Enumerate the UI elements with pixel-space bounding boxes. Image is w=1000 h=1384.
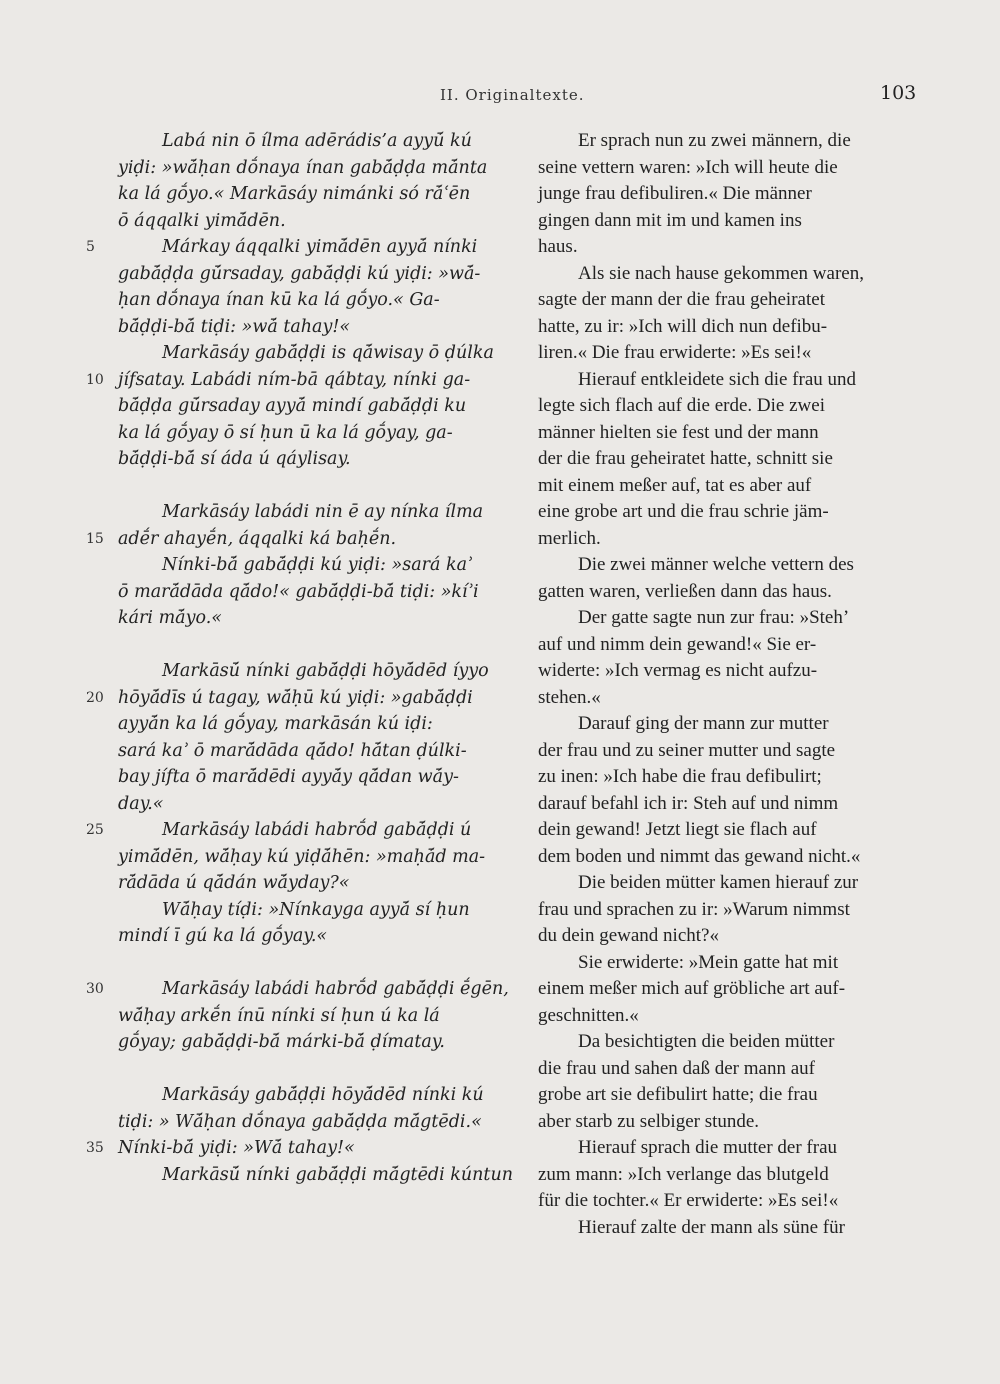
text-line bbox=[76, 738, 506, 765]
line-text: bā́ḍḍi-bā́ sí áda ú qáylisay. bbox=[118, 449, 351, 469]
translation-line bbox=[538, 155, 938, 182]
translation-line bbox=[538, 1082, 938, 1109]
line-text: junge frau defibuliren.« Die männer bbox=[538, 183, 812, 204]
line-text: adḗr ahayḗn, áqqalki ká baḥḗn. bbox=[118, 528, 397, 549]
translation-line bbox=[538, 870, 938, 897]
line-text: gabā́ḍḍa gū́rsaday, gabā́ḍḍi kú yiḍi: »wā́- bbox=[118, 263, 481, 284]
line-text: Markāsū́ nínki gabā́ḍḍi hōyā́dēd íyyo bbox=[162, 661, 489, 681]
text-line bbox=[76, 287, 506, 314]
text-line bbox=[76, 844, 506, 871]
line-text: bā́ḍḍa gū́rsaday ayyā́ mindí gabā́ḍḍi ku bbox=[118, 396, 467, 416]
line-text: ayyā́n ka lá gṓyay, markāsán kú iḍi: bbox=[118, 714, 433, 734]
line-text: yimā́dēn, wā́ḥay kú yiḍā́hēn: »maḥā́d ma- bbox=[118, 846, 486, 867]
translation-line bbox=[538, 950, 938, 977]
line-text: geschnitten.« bbox=[538, 1004, 639, 1026]
translation-line bbox=[538, 817, 938, 844]
text-line bbox=[76, 552, 506, 579]
line-text: day.« bbox=[118, 793, 164, 814]
paragraph-gap bbox=[76, 1056, 506, 1083]
translation-line bbox=[538, 446, 938, 473]
line-text: wā́ḥay arkḗn ínū nínki sí ḥun ú ka lá bbox=[118, 1005, 440, 1026]
line-text: Markāsū́ nínki gabā́ḍḍi mā́gtēdi kúntun bbox=[162, 1164, 514, 1185]
text-line bbox=[76, 764, 506, 791]
translation-line bbox=[538, 1003, 938, 1030]
text-line bbox=[76, 446, 506, 473]
translation-line bbox=[538, 1215, 938, 1242]
text-line bbox=[76, 923, 506, 950]
line-number: 10 bbox=[86, 371, 104, 388]
line-text: aber starb zu selbiger stunde. bbox=[538, 1110, 760, 1132]
somali-text-column bbox=[76, 128, 514, 1188]
text-line bbox=[76, 1162, 514, 1189]
line-text: tiḍi: » Wā́ḥan dṓnaya gabā́ḍḍa mā́gtēdi.« bbox=[118, 1111, 482, 1132]
line-text: Hierauf entkleidete sich die frau und bbox=[578, 368, 857, 390]
translation-line bbox=[538, 844, 938, 871]
text-line bbox=[76, 579, 506, 606]
line-text: Markāsáy gabā́ḍḍi hōyā́dēd nínki kú bbox=[162, 1085, 484, 1105]
line-text: ō marā́dāda qā́do!« gabā́ḍḍi-bā́ tiḍi: »kíʾi bbox=[118, 581, 479, 602]
line-text: grobe art sie defibulirt hatte; die frau bbox=[538, 1084, 818, 1105]
translation-line bbox=[538, 1109, 938, 1136]
line-text: frau und sprachen zu ir: »Warum nimmst bbox=[538, 898, 850, 920]
translation-line bbox=[538, 234, 938, 261]
line-text: ka lá gṓyay ō sí ḥun ū ka lá gṓyay, ga- bbox=[118, 422, 453, 443]
line-text: yiḍi: »wā́ḥan dṓnaya ínan gabā́ḍḍa mā́nta bbox=[118, 157, 488, 178]
translation-line bbox=[538, 1188, 938, 1215]
paragraph-gap bbox=[76, 473, 506, 500]
text-line bbox=[76, 1109, 506, 1136]
text-line bbox=[76, 685, 506, 712]
text-line bbox=[76, 897, 506, 924]
translation-line bbox=[538, 976, 938, 1003]
line-text: der frau und zu seiner mutter und sagte bbox=[538, 739, 836, 761]
line-text: Markāsáy gabā́ḍḍi is qā́wisay ō ḍúlka bbox=[162, 343, 494, 363]
line-text: Hierauf zalte der mann als süne für bbox=[578, 1216, 845, 1238]
text-line bbox=[76, 817, 506, 844]
text-line bbox=[76, 208, 506, 235]
text-line bbox=[76, 367, 506, 394]
line-text: Markāsáy labádi habrṓd gabā́ḍḍi ú bbox=[162, 820, 472, 840]
text-line bbox=[76, 1003, 506, 1030]
line-text: hatte, zu ir: »Ich will dich nun defibu- bbox=[538, 315, 828, 337]
line-text: Sie erwiderte: »Mein gatte hat mit bbox=[578, 951, 839, 973]
translation-line bbox=[538, 181, 938, 208]
translation-line bbox=[538, 1029, 938, 1056]
text-line bbox=[76, 499, 506, 526]
running-head bbox=[0, 82, 1000, 110]
line-text: gingen dann mit im und kamen ins bbox=[538, 209, 802, 231]
line-text: Wā́ḥay tíḍi: »Nínkayga ayyā́ sí ḥun bbox=[162, 899, 470, 920]
line-number: 15 bbox=[86, 530, 104, 547]
translation-line bbox=[538, 526, 938, 553]
text-line bbox=[76, 155, 506, 182]
line-text: eine grobe art und die frau schrie jäm- bbox=[538, 501, 829, 522]
translation-line bbox=[538, 473, 938, 500]
text-line bbox=[76, 791, 506, 818]
line-number: 5 bbox=[86, 239, 95, 255]
line-text: Nínki-bā́ yiḍi: »Wā́ tahay!« bbox=[118, 1138, 355, 1158]
line-text: legte sich flach auf die erde. Die zwei bbox=[538, 395, 825, 416]
text-line bbox=[76, 234, 506, 261]
line-text: jífsatay. Labádi ním-bā qábtay, nínki ga- bbox=[118, 369, 471, 390]
line-text: kári mā́yo.« bbox=[118, 608, 222, 628]
text-line bbox=[76, 605, 506, 632]
line-number: 25 bbox=[86, 822, 104, 838]
line-text: ḥan dṓnaya ínan kū ka lá gṓyo.« Ga- bbox=[118, 290, 440, 310]
text-line bbox=[76, 658, 506, 685]
translation-line bbox=[538, 738, 938, 765]
line-text: du dein gewand nicht?« bbox=[538, 925, 719, 946]
line-text: Nínki-bā́ gabā́ḍḍi kú yiḍi: »sará kaʾ bbox=[162, 555, 473, 575]
german-translation-column bbox=[538, 128, 938, 1241]
line-text: ō áqqalki yimā́dēn. bbox=[118, 210, 286, 231]
translation-line bbox=[538, 367, 938, 394]
translation-line bbox=[538, 393, 938, 420]
line-text: Labá nin ō ílma adērádis’a ayyū́ kú bbox=[162, 131, 472, 151]
translation-line bbox=[538, 208, 938, 235]
translation-line bbox=[538, 314, 938, 341]
translation-line bbox=[538, 579, 938, 606]
line-text: seine vettern waren: »Ich will heute die bbox=[538, 156, 838, 178]
translation-line bbox=[538, 1056, 938, 1083]
line-text: männer hielten sie fest und der mann bbox=[538, 421, 819, 443]
translation-line bbox=[538, 923, 938, 950]
text-line bbox=[76, 340, 506, 367]
text-line bbox=[76, 976, 509, 1003]
line-text: darauf befahl ich ir: Steh auf und nimm bbox=[538, 792, 839, 814]
line-text: Da besichtigten die beiden mütter bbox=[578, 1031, 835, 1052]
line-text: hōyā́dīs ú tagay, wā́ḥū kú yiḍi: »gabā́ḍḍi bbox=[118, 687, 473, 708]
line-text: Die zwei männer welche vettern des bbox=[578, 554, 854, 575]
text-line bbox=[76, 128, 506, 155]
line-text: Darauf ging der mann zur mutter bbox=[578, 713, 829, 734]
line-text: gatten waren, verließen dann das haus. bbox=[538, 580, 832, 602]
text-line bbox=[76, 711, 506, 738]
text-line bbox=[76, 1029, 506, 1056]
line-text: der die frau geheiratet hatte, schnitt sie bbox=[538, 448, 833, 469]
line-number: 30 bbox=[86, 981, 104, 997]
line-text: Der gatte sagte nun zur frau: »Steh’ bbox=[578, 607, 850, 628]
translation-line bbox=[538, 261, 938, 288]
translation-line bbox=[538, 287, 938, 314]
translation-line bbox=[538, 499, 938, 526]
translation-line bbox=[538, 791, 938, 818]
line-text: merlich. bbox=[538, 527, 601, 549]
line-text: gṓyay; gabā́ḍḍi-bā́ márki-bā́ ḍímatay. bbox=[118, 1032, 445, 1052]
text-line bbox=[76, 1082, 506, 1109]
text-line bbox=[76, 870, 506, 897]
line-text: Die beiden mütter kamen hierauf zur bbox=[578, 872, 859, 893]
line-text: bay jífta ō marā́dēdi ayyā́y qā́dan wā́y- bbox=[118, 767, 459, 787]
translation-line bbox=[538, 420, 938, 447]
line-text: die frau und sahen daß der mann auf bbox=[538, 1057, 815, 1079]
text-line bbox=[76, 314, 506, 341]
line-number: 20 bbox=[86, 689, 104, 706]
line-text: mit einem meßer auf, tat es aber auf bbox=[538, 474, 812, 496]
text-line bbox=[76, 526, 506, 553]
line-text: rā́dāda ú qā́dán wā́yday?« bbox=[118, 873, 350, 893]
translation-line bbox=[538, 128, 938, 155]
line-text: auf und nimm dein gewand!« Sie er- bbox=[538, 633, 817, 655]
line-number: 35 bbox=[86, 1140, 104, 1156]
text-line bbox=[76, 393, 506, 420]
translation-line bbox=[538, 711, 938, 738]
translation-line bbox=[538, 685, 938, 712]
line-text: sará kaʾ ō marā́dāda qā́do! hā́tan ḍúlki- bbox=[118, 740, 467, 761]
line-text: stehen.« bbox=[538, 686, 601, 708]
translation-line bbox=[538, 1162, 938, 1189]
page-number: 103 bbox=[880, 82, 917, 104]
translation-line bbox=[538, 1135, 938, 1162]
line-text: Markāsáy labádi nin ē ay nínka ílma bbox=[162, 502, 484, 522]
paragraph-gap bbox=[76, 950, 506, 977]
translation-line bbox=[538, 658, 938, 685]
line-text: Márkay áqqalki yimā́dēn ayyā́ nínki bbox=[162, 237, 478, 257]
text-line bbox=[76, 1135, 506, 1162]
line-text: ka lá gṓyo.« Markāsáy nimánki só rā́ʿēn bbox=[118, 184, 471, 204]
line-text: Als sie nach hause gekommen waren, bbox=[578, 262, 864, 284]
line-text: liren.« Die frau erwiderte: »Es sei!« bbox=[538, 342, 812, 363]
text-line bbox=[76, 181, 506, 208]
paragraph-gap bbox=[76, 632, 506, 659]
line-text: dem boden und nimmt das gewand nicht.« bbox=[538, 845, 861, 867]
line-text: sagte der mann der die frau geheiratet bbox=[538, 289, 825, 310]
translation-line bbox=[538, 340, 938, 367]
line-text: Hierauf sprach die mutter der frau bbox=[578, 1137, 838, 1158]
line-text: Markāsáy labádi habrṓd gabā́ḍḍi ḗgēn, bbox=[162, 979, 509, 999]
line-text: dein gewand! Jetzt liegt sie flach auf bbox=[538, 819, 817, 840]
translation-line bbox=[538, 897, 938, 924]
line-text: bā́ḍḍi-bā́ tiḍi: »wā́ tahay!« bbox=[118, 316, 351, 337]
line-text: Er sprach nun zu zwei männern, die bbox=[578, 130, 851, 151]
line-text: zum mann: »Ich verlange das blutgeld bbox=[538, 1163, 829, 1185]
line-text: für die tochter.« Er erwiderte: »Es sei!« bbox=[538, 1190, 839, 1211]
translation-line bbox=[538, 764, 938, 791]
text-line bbox=[76, 420, 506, 447]
line-text: zu inen: »Ich habe die frau defibulirt; bbox=[538, 766, 822, 787]
line-text: haus. bbox=[538, 236, 578, 257]
translation-line bbox=[538, 552, 938, 579]
line-text: einem meßer mich auf gröbliche art auf- bbox=[538, 978, 846, 999]
running-head-title: II. Originaltexte. bbox=[440, 86, 585, 104]
line-text: widerte: »Ich vermag es nicht aufzu- bbox=[538, 660, 818, 681]
text-line bbox=[76, 261, 506, 288]
translation-line bbox=[538, 632, 938, 659]
translation-line bbox=[538, 605, 938, 632]
line-text: mindí ī gú ka lá gṓyay.« bbox=[118, 926, 328, 946]
